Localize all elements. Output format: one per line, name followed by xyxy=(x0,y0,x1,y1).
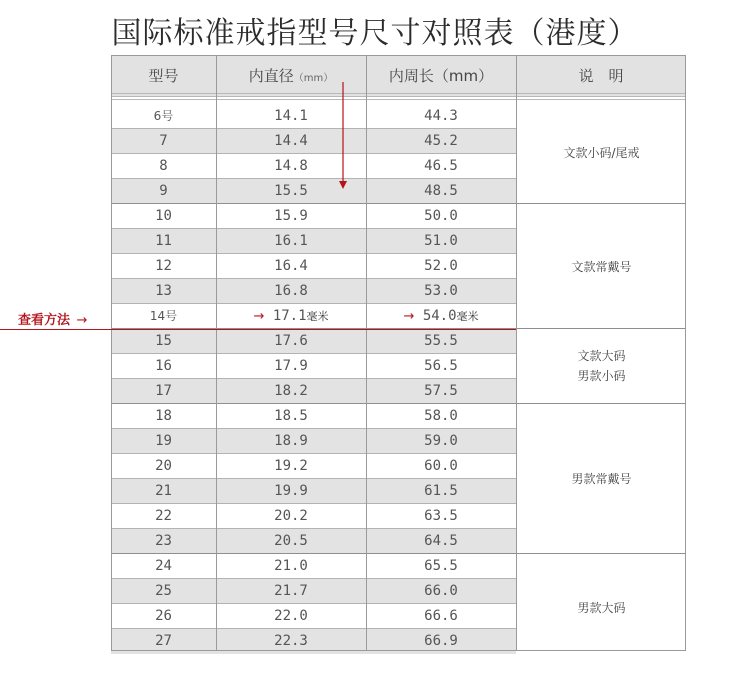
diameter-cell: 16.1 xyxy=(274,233,308,249)
guide-line xyxy=(0,329,516,330)
size-cell: 24 xyxy=(155,558,172,574)
diameter-cell: 15.9 xyxy=(274,208,308,224)
circumference-cell: 61.5 xyxy=(424,483,458,499)
size-cell: 20 xyxy=(155,458,172,474)
size-cell: 15 xyxy=(155,333,172,349)
unit-label: 毫米 xyxy=(456,310,479,323)
diameter-cell: 14.4 xyxy=(274,133,308,149)
circumference-cell: 64.5 xyxy=(424,533,458,549)
arrow-right-icon: → xyxy=(403,309,415,324)
group-note-3 xyxy=(517,346,686,386)
diameter-value: 17.1 xyxy=(272,308,307,324)
circumference-cell: 53.0 xyxy=(424,283,458,299)
group-note-1: 文款小码/尾戒 xyxy=(563,146,640,160)
size-cell: 18 xyxy=(155,408,172,424)
size-cell: 13 xyxy=(155,283,172,299)
diameter-cell: 14.8 xyxy=(274,158,308,174)
page-title: 国际标准戒指型号尺寸对照表（港度） xyxy=(111,16,639,51)
group-note-5: 男款大码 xyxy=(577,601,626,615)
size-cell: 11 xyxy=(155,233,172,249)
circumference-cell: 59.0 xyxy=(424,433,458,449)
guide-label xyxy=(18,309,87,328)
diameter-cell: 16.4 xyxy=(274,258,308,274)
arrow-right-icon: → xyxy=(253,309,265,324)
diameter-cell: 16.8 xyxy=(274,283,308,299)
diameter-cell: 19.9 xyxy=(274,483,308,499)
circumference-cell: 44.3 xyxy=(424,108,458,124)
diameter-cell: 18.2 xyxy=(274,383,308,399)
circumference-cell: 46.5 xyxy=(424,158,458,174)
header-circumference: 内周长（mm） xyxy=(366,55,516,97)
guide-label-text: 查看方法 xyxy=(18,313,71,328)
circumference-cell: 58.0 xyxy=(424,408,458,424)
diameter-cell: 20.2 xyxy=(274,508,308,524)
circumference-cell: 50.0 xyxy=(424,208,458,224)
diameter-cell: 22.3 xyxy=(274,633,308,649)
circumference-cell: 48.5 xyxy=(424,183,458,199)
diameter-cell: 15.5 xyxy=(274,183,308,199)
group-note-3-line1: 文款大码 xyxy=(577,349,626,363)
size-value: 6号 xyxy=(153,109,174,123)
size-cell: 10 xyxy=(155,208,172,224)
diameter-cell: 19.2 xyxy=(274,458,308,474)
circumference-cell: 57.5 xyxy=(424,383,458,399)
diameter-cell: 21.7 xyxy=(274,583,308,599)
size-cell: 23 xyxy=(155,533,172,549)
diameter-cell: 20.5 xyxy=(274,533,308,549)
header-diameter-label: 内直径 xyxy=(248,67,294,85)
diameter-cell: 17.6 xyxy=(274,333,308,349)
size-cell: 22 xyxy=(155,508,172,524)
circumference-cell: 60.0 xyxy=(424,458,458,474)
size-cell: 16 xyxy=(155,358,172,374)
header-diameter-unit: （mm） xyxy=(293,73,334,84)
group-note-2: 文款常戴号 xyxy=(571,260,632,274)
arrow-down-icon xyxy=(336,82,350,190)
size-cell: 27 xyxy=(155,633,172,649)
size-cell: 7 xyxy=(159,133,168,149)
size-cell: 26 xyxy=(155,608,172,624)
diameter-cell: 17.9 xyxy=(274,358,308,374)
group-note-4: 男款常戴号 xyxy=(571,472,632,486)
group-note-3-line2: 男款小码 xyxy=(577,369,626,383)
circumference-cell: 55.5 xyxy=(424,333,458,349)
size-cell: 25 xyxy=(155,583,172,599)
circumference-cell: 65.5 xyxy=(424,558,458,574)
circumference-cell: 56.5 xyxy=(424,358,458,374)
diameter-cell: 22.0 xyxy=(274,608,308,624)
circumference-cell: 66.0 xyxy=(424,583,458,599)
circumference-cell: 66.9 xyxy=(424,633,458,649)
size-cell: 12 xyxy=(155,258,172,274)
size-cell: 8 xyxy=(159,158,168,174)
circumference-cell: 66.6 xyxy=(424,608,458,624)
circumference-cell: 63.5 xyxy=(424,508,458,524)
circumference-cell: 51.0 xyxy=(424,233,458,249)
diameter-cell: 14.1 xyxy=(274,108,308,124)
diameter-cell: 18.5 xyxy=(274,408,308,424)
arrow-right-icon: → xyxy=(76,313,88,328)
circumference-value: 54.0 xyxy=(422,308,457,324)
circumference-cell: 45.2 xyxy=(424,133,458,149)
diameter-cell: 18.9 xyxy=(274,433,308,449)
unit-label: 毫米 xyxy=(306,310,329,323)
size-value: 14号 xyxy=(149,309,178,323)
diameter-cell: 21.0 xyxy=(274,558,308,574)
size-cell: 19 xyxy=(155,433,172,449)
header-description: 说 明 xyxy=(516,55,686,97)
circumference-cell: 52.0 xyxy=(424,258,458,274)
size-cell: 9 xyxy=(159,183,168,199)
header-size: 型号 xyxy=(111,55,216,97)
size-cell: 21 xyxy=(155,483,172,499)
size-cell: 17 xyxy=(155,383,172,399)
